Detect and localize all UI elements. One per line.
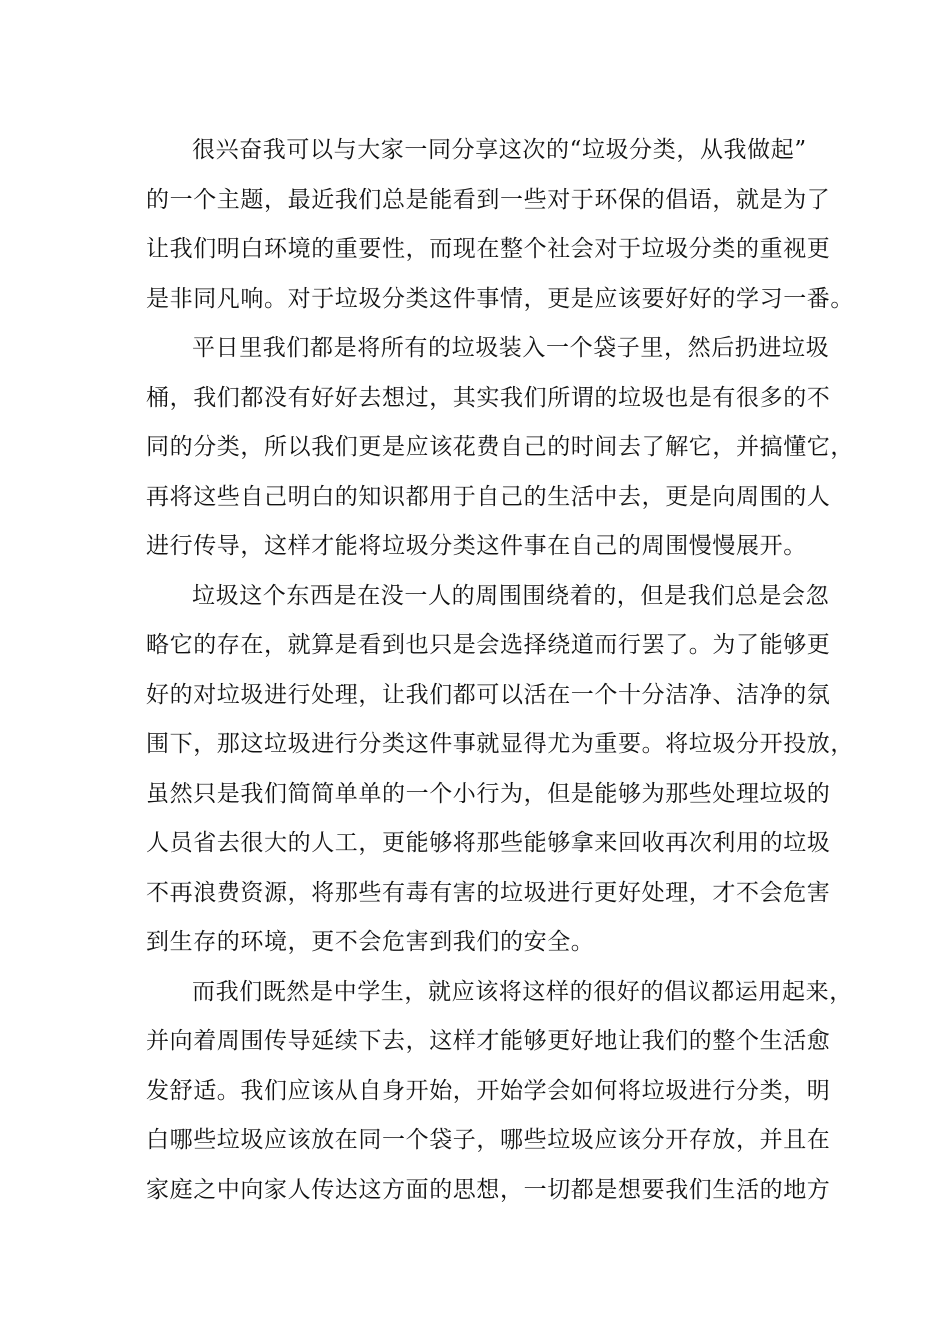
paragraph-line: 是非同凡响。对于垃圾分类这件事情，更是应该要好好的学习一番。 [146,285,854,312]
paragraph-line: 人员省去很大的人工，更能够将那些能够拿来回收再次利用的垃圾 [146,830,831,856]
paragraph-1 [146,126,854,324]
paragraph-line: 并向着周围传导延续下去，这样才能够更好地让我们的整个生活愈 [146,1028,831,1054]
paragraph-line: 发舒适。我们应该从自身开始，开始学会如何将垃圾进行分类，明 [146,1077,831,1104]
paragraph-line: 不再浪费资源，将那些有毒有害的垃圾进行更好处理，才不会危害 [146,879,831,906]
paragraph-line: 而我们既然是中学生，就应该将这样的很好的倡议都运用起来， [192,978,853,1005]
document-body [146,126,854,1215]
paragraph-line: 虽然只是我们简简单单的一个小行为，但是能够为那些处理垃圾的 [146,780,831,807]
paragraph-line: 同的分类，所以我们更是应该花费自己的时间去了解它，并搞懂它， [146,434,854,460]
paragraph-line: 很兴奋我可以与大家一同分享这次的“垃圾分类，从我做起” [192,137,807,163]
paragraph-line: 家庭之中向家人传达这方面的思想，一切都是想要我们生活的地方 [146,1176,831,1203]
paragraph-line: 进行传导，这样才能将垃圾分类这件事在自己的周围慢慢展开。 [146,533,807,559]
paragraph-line: 桶，我们都没有好好去想过，其实我们所谓的垃圾也是有很多的不 [146,384,831,411]
paragraph-2 [146,324,854,572]
paragraph-line: 到生存的环境，更不会危害到我们的安全。 [146,929,595,955]
paragraph-line: 略它的存在，就算是看到也只是会选择绕道而行罢了。为了能够更 [146,632,831,658]
paragraph-line: 垃圾这个东西是在没一人的周围围绕着的，但是我们总是会忽 [192,582,830,609]
paragraph-line: 围下，那这垃圾进行分类这件事就显得尤为重要。将垃圾分开投放， [146,731,854,757]
paragraph-4 [146,968,853,1216]
paragraph-line: 白哪些垃圾应该放在同一个袋子，哪些垃圾应该分开存放，并且在 [146,1127,831,1153]
paragraph-line: 平日里我们都是将所有的垃圾装入一个袋子里，然后扔进垃圾 [192,335,830,361]
paragraph-line: 的一个主题，最近我们总是能看到一些对于环保的倡语，就是为了 [146,186,831,213]
paragraph-line: 让我们明白环境的重要性，而现在整个社会对于垃圾分类的重视更 [146,236,831,262]
paragraph-line: 再将这些自己明白的知识都用于自己的生活中去，更是向周围的人 [146,483,831,510]
paragraph-line: 好的对垃圾进行处理，让我们都可以活在一个十分洁净、洁净的氛 [146,681,831,708]
paragraph-3 [146,572,854,968]
